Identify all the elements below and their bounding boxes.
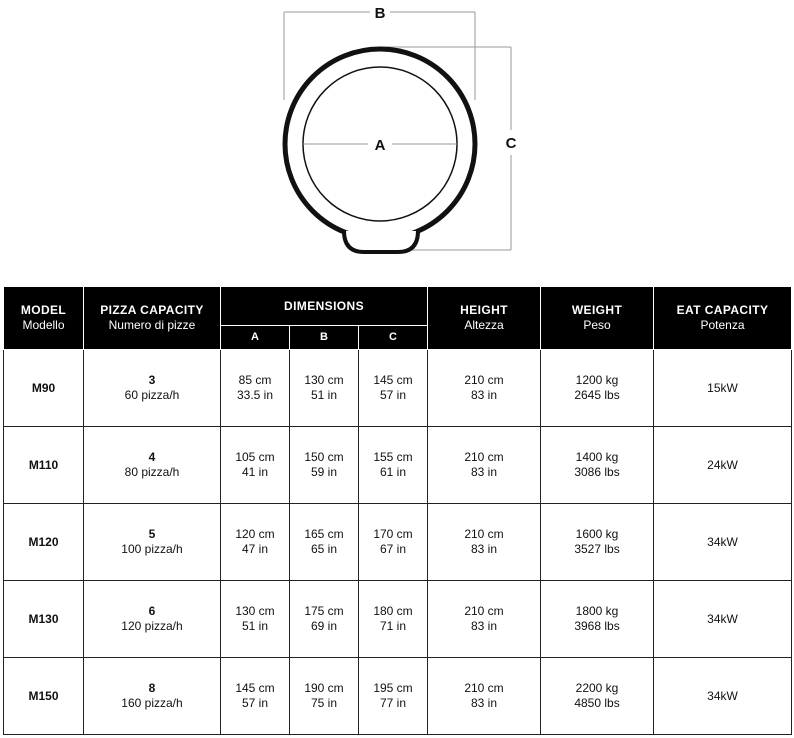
weight-cell	[541, 658, 654, 735]
dimension-b-cm: 190 cm	[304, 681, 344, 695]
power-cell: 34kW	[654, 658, 792, 735]
dimension-c-in: 67 in	[379, 542, 407, 556]
capacity-cell	[84, 427, 221, 504]
weight-cell	[541, 581, 654, 658]
dimension-b-in: 65 in	[310, 542, 338, 556]
header-capacity	[84, 287, 221, 350]
table-row	[4, 658, 792, 735]
dimension-b-in: 75 in	[310, 696, 338, 710]
height-cell	[428, 427, 541, 504]
capacity-cell	[84, 658, 221, 735]
header-height-subtitle: Altezza	[464, 318, 504, 332]
weight-lbs: 3527 lbs	[574, 542, 620, 556]
height-in: 83 in	[471, 465, 498, 479]
height-cm: 210 cm	[464, 527, 504, 541]
header-capacity-title: PIZZA CAPACITY	[100, 303, 204, 317]
table-row	[4, 350, 792, 427]
dimension-c-cm: 170 cm	[373, 527, 413, 541]
table-row	[4, 581, 792, 658]
dimension-b-cm: 175 cm	[304, 604, 344, 618]
table-row	[4, 427, 792, 504]
weight-kg: 1600 kg	[575, 527, 619, 541]
weight-cell	[541, 504, 654, 581]
dimension-a-label: A	[374, 137, 386, 154]
model-cell: M120	[4, 504, 84, 581]
header-height-title: HEIGHT	[460, 303, 508, 317]
capacity-count: 5	[148, 527, 156, 541]
dimension-b-in: 51 in	[310, 388, 338, 402]
header-model-subtitle: Modello	[22, 318, 65, 332]
dimension-a-in: 33.5 in	[236, 388, 274, 402]
dimension-a-cm: 85 cm	[238, 373, 272, 387]
dimension-a-cm: 130 cm	[235, 604, 275, 618]
dimension-c-in: 77 in	[379, 696, 407, 710]
weight-kg: 1400 kg	[575, 450, 619, 464]
height-cell	[428, 504, 541, 581]
capacity-count: 6	[148, 604, 156, 618]
dimension-c-label: C	[505, 135, 517, 152]
dimension-a-cell	[221, 658, 290, 735]
dimension-a-cell	[221, 581, 290, 658]
height-cm: 210 cm	[464, 604, 504, 618]
dimension-c-in: 57 in	[379, 388, 407, 402]
header-height	[428, 287, 541, 350]
dimension-b-cell	[290, 581, 359, 658]
dimension-b-cm: 150 cm	[304, 450, 344, 464]
oven-dimension-diagram	[0, 0, 794, 270]
capacity-count: 3	[148, 373, 156, 387]
header-power-subtitle: Potenza	[700, 318, 745, 332]
dimension-c-cell	[359, 504, 428, 581]
header-capacity-subtitle: Numero di pizze	[108, 318, 196, 332]
weight-kg: 1800 kg	[575, 604, 619, 618]
dimension-c-cell	[359, 581, 428, 658]
dimension-b-cell	[290, 350, 359, 427]
weight-kg: 2200 kg	[575, 681, 619, 695]
header-model-title: MODEL	[20, 303, 67, 317]
model-cell: M90	[4, 350, 84, 427]
dimension-b-cell	[290, 658, 359, 735]
capacity-count: 8	[148, 681, 156, 695]
capacity-count: 4	[148, 450, 156, 464]
capacity-rate: 100 pizza/h	[121, 542, 183, 556]
header-dimension-c: C	[359, 326, 428, 350]
dimension-c-cm: 145 cm	[373, 373, 413, 387]
power-cell: 24kW	[654, 427, 792, 504]
model-cell: M150	[4, 658, 84, 735]
dimension-b-in: 59 in	[310, 465, 338, 479]
capacity-cell	[84, 581, 221, 658]
power-cell: 34kW	[654, 581, 792, 658]
height-cell	[428, 581, 541, 658]
dimension-a-in: 57 in	[241, 696, 269, 710]
header-dimensions	[221, 287, 428, 326]
oven-base	[344, 231, 418, 252]
capacity-rate: 120 pizza/h	[121, 619, 183, 633]
spec-table	[3, 286, 792, 735]
model-cell: M110	[4, 427, 84, 504]
dimension-b-cell	[290, 504, 359, 581]
dimension-a-cell	[221, 427, 290, 504]
model-cell: M130	[4, 581, 84, 658]
header-model	[4, 287, 84, 350]
dimension-c-cm: 155 cm	[373, 450, 413, 464]
header-power	[654, 287, 792, 350]
header-weight-subtitle: Peso	[583, 318, 611, 332]
header-dimensions-title: DIMENSIONS	[284, 298, 365, 313]
dimension-c-in: 71 in	[379, 619, 407, 633]
dimension-b-cm: 165 cm	[304, 527, 344, 541]
dimension-b-cm: 130 cm	[304, 373, 344, 387]
weight-lbs: 3968 lbs	[574, 619, 620, 633]
height-cm: 210 cm	[464, 450, 504, 464]
height-in: 83 in	[471, 619, 498, 633]
dimension-a-cm: 105 cm	[235, 450, 275, 464]
dimension-b-cell	[290, 427, 359, 504]
dimension-c-cm: 180 cm	[373, 604, 413, 618]
dimension-a-cm: 120 cm	[235, 527, 275, 541]
header-dimension-a: A	[221, 326, 290, 350]
dimension-c-cell	[359, 427, 428, 504]
height-cell	[428, 350, 541, 427]
weight-lbs: 3086 lbs	[574, 465, 620, 479]
height-in: 83 in	[471, 542, 498, 556]
height-cm: 210 cm	[464, 373, 504, 387]
dimension-b-label: B	[374, 5, 386, 22]
header-dimension-b: B	[290, 326, 359, 350]
capacity-rate: 80 pizza/h	[124, 465, 180, 479]
dimension-a-cell	[221, 504, 290, 581]
height-cm: 210 cm	[464, 681, 504, 695]
capacity-cell	[84, 350, 221, 427]
weight-lbs: 4850 lbs	[574, 696, 620, 710]
dimension-b-in: 69 in	[310, 619, 338, 633]
dimension-a-in: 51 in	[241, 619, 269, 633]
table-row	[4, 504, 792, 581]
power-cell: 15kW	[654, 350, 792, 427]
dimension-c-cm: 195 cm	[373, 681, 413, 695]
dimension-a-cell	[221, 350, 290, 427]
capacity-rate: 160 pizza/h	[121, 696, 183, 710]
dimension-a-in: 47 in	[241, 542, 269, 556]
weight-kg: 1200 kg	[575, 373, 619, 387]
dimension-a-in: 41 in	[241, 465, 269, 479]
dimension-c-in: 61 in	[379, 465, 407, 479]
table-body	[4, 350, 792, 735]
capacity-cell	[84, 504, 221, 581]
capacity-rate: 60 pizza/h	[124, 388, 180, 402]
header-weight-title: WEIGHT	[571, 303, 623, 317]
dimension-c-cell	[359, 350, 428, 427]
table-header	[4, 287, 792, 350]
height-in: 83 in	[471, 696, 498, 710]
power-cell: 34kW	[654, 504, 792, 581]
weight-lbs: 2645 lbs	[574, 388, 620, 402]
header-weight	[541, 287, 654, 350]
dimension-a-cm: 145 cm	[235, 681, 275, 695]
header-power-title: EAT CAPACITY	[676, 303, 769, 317]
height-in: 83 in	[471, 388, 498, 402]
weight-cell	[541, 350, 654, 427]
weight-cell	[541, 427, 654, 504]
dimension-c-cell	[359, 658, 428, 735]
height-cell	[428, 658, 541, 735]
